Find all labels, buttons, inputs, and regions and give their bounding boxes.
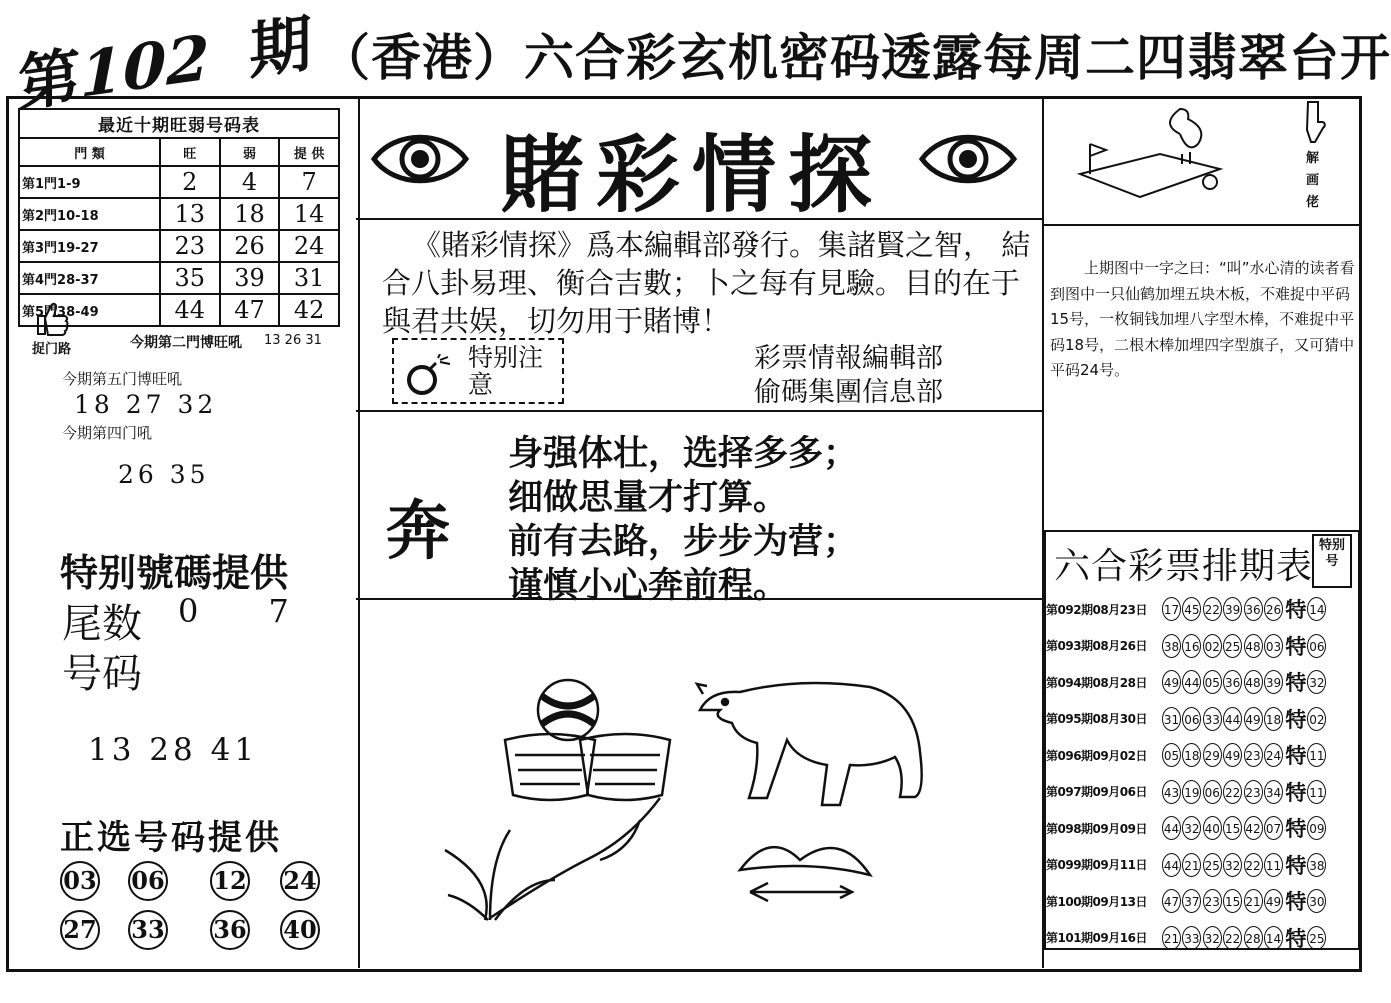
schedule-title: 六合彩票排期表 bbox=[1054, 546, 1314, 587]
schedule-row bbox=[1046, 923, 1362, 953]
schedule-row-label: 第093期08月26日 bbox=[1046, 639, 1147, 653]
pick-ball: 03 bbox=[60, 861, 100, 901]
schedule-row bbox=[1046, 594, 1362, 624]
pick-ball: 06 bbox=[128, 861, 168, 901]
special-marker: 特 bbox=[1285, 890, 1307, 914]
draw-ball: 06 bbox=[1203, 780, 1222, 804]
draw-ball: 33 bbox=[1182, 926, 1201, 950]
pointing-hand-icon bbox=[1302, 100, 1328, 144]
draw-ball: 37 bbox=[1182, 889, 1201, 913]
special-heading: 特别號碼提供 bbox=[60, 551, 289, 595]
special-ball: 11 bbox=[1307, 780, 1326, 804]
draw-ball: 40 bbox=[1203, 816, 1222, 840]
bomb-icon bbox=[402, 354, 452, 398]
thumb-label: 捉门路 bbox=[32, 342, 72, 357]
draw-ball: 07 bbox=[1264, 816, 1283, 840]
table-row bbox=[19, 230, 339, 262]
draw-ball: 23 bbox=[1244, 743, 1263, 767]
draw-ball: 38 bbox=[1162, 634, 1181, 658]
draw-ball: 36 bbox=[1223, 670, 1242, 694]
draw-ball: 21 bbox=[1244, 889, 1263, 913]
special-numbers: 13 28 41 bbox=[88, 732, 259, 768]
draw-ball: 22 bbox=[1223, 780, 1242, 804]
history-table bbox=[18, 108, 340, 327]
pick-ball: 36 bbox=[210, 910, 250, 950]
cell-value: 13 bbox=[160, 198, 220, 230]
poem-line: 身强体壮，选择多多； bbox=[508, 434, 859, 474]
cell-value: 7 bbox=[279, 166, 339, 198]
draw-ball: 23 bbox=[1244, 780, 1263, 804]
draw-ball: 11 bbox=[1264, 853, 1283, 877]
col-header: 弱 bbox=[220, 138, 280, 166]
draw-ball: 43 bbox=[1162, 780, 1181, 804]
notice-text: 特别注意 bbox=[468, 343, 544, 399]
special-marker: 特 bbox=[1285, 780, 1307, 805]
draw-ball: 33 bbox=[1203, 707, 1222, 731]
draw-ball: 44 bbox=[1182, 670, 1201, 694]
divider bbox=[1042, 224, 1362, 226]
dept-name: 偷碼集團信息部 bbox=[754, 377, 943, 408]
dept-name: 彩票情報編輯部 bbox=[754, 343, 943, 374]
cell-value: 2 bbox=[160, 166, 220, 198]
draw-ball: 32 bbox=[1203, 926, 1222, 950]
draw-ball: 42 bbox=[1244, 816, 1263, 840]
special-ball: 25 bbox=[1307, 926, 1326, 950]
table-row bbox=[19, 198, 339, 230]
special-marker: 特 bbox=[1285, 634, 1307, 659]
divider bbox=[356, 410, 1042, 412]
masthead-title: 賭彩情探 bbox=[500, 125, 885, 224]
poem-line: 谨慎小心奔前程。 bbox=[508, 566, 789, 606]
special-ball: 11 bbox=[1307, 743, 1326, 767]
special-ball: 09 bbox=[1307, 816, 1326, 840]
special-marker: 特 bbox=[1285, 598, 1307, 622]
draw-ball: 03 bbox=[1264, 634, 1283, 658]
draw-ball: 44 bbox=[1223, 707, 1242, 731]
cell-value: 44 bbox=[160, 294, 220, 326]
schedule-row bbox=[1046, 813, 1362, 843]
cell-value: 42 bbox=[279, 294, 339, 326]
draw-ball: 34 bbox=[1264, 780, 1283, 804]
schedule-row bbox=[1046, 667, 1362, 697]
pick-ball: 40 bbox=[280, 910, 320, 950]
keyword-char: 奔 bbox=[386, 494, 450, 569]
draw-ball: 25 bbox=[1223, 634, 1242, 658]
draw-ball: 28 bbox=[1244, 926, 1263, 950]
issue-prefix: 第 bbox=[18, 38, 81, 121]
col-header: 門 類 bbox=[19, 138, 160, 166]
draw-ball: 44 bbox=[1162, 853, 1181, 877]
draw-ball: 32 bbox=[1182, 816, 1201, 840]
special-marker: 特 bbox=[1285, 744, 1307, 768]
special-ball: 14 bbox=[1307, 597, 1326, 621]
special-ball: 02 bbox=[1307, 707, 1326, 731]
eye-icon bbox=[370, 128, 470, 190]
schedule-row-label: 第101期09月16日 bbox=[1046, 931, 1147, 945]
special-ball: 06 bbox=[1307, 634, 1326, 658]
draw-ball: 36 bbox=[1244, 597, 1263, 621]
schedule-row bbox=[1046, 886, 1362, 916]
draw-ball: 29 bbox=[1203, 743, 1222, 767]
cell-value: 47 bbox=[220, 294, 280, 326]
schedule-row-label: 第099期09月11日 bbox=[1046, 858, 1147, 872]
special-marker: 特 bbox=[1285, 707, 1307, 732]
door2-nums: 13 26 31 bbox=[264, 333, 322, 348]
pick-ball: 27 bbox=[60, 910, 100, 950]
cell-value: 39 bbox=[220, 262, 280, 294]
col-header: 提 供 bbox=[279, 138, 339, 166]
draw-ball: 49 bbox=[1223, 743, 1242, 767]
special-marker: 特 bbox=[1285, 926, 1307, 951]
draw-ball: 26 bbox=[1264, 597, 1283, 621]
table-row bbox=[19, 166, 339, 198]
cell-value: 14 bbox=[279, 198, 339, 230]
issue-no: 102 bbox=[80, 20, 210, 112]
schedule-row-label: 第096期09月02日 bbox=[1046, 748, 1147, 763]
draw-ball: 31 bbox=[1162, 707, 1181, 731]
cell-value: 35 bbox=[160, 262, 220, 294]
draw-ball: 21 bbox=[1162, 926, 1181, 950]
special-marker: 特 bbox=[1285, 671, 1307, 695]
schedule-row bbox=[1046, 704, 1362, 734]
draw-ball: 15 bbox=[1223, 816, 1242, 840]
draw-ball: 19 bbox=[1182, 780, 1201, 804]
row-label: 第3門19-27 bbox=[19, 230, 160, 262]
poem-line: 前有去路，步步为营； bbox=[508, 522, 859, 562]
draw-ball: 25 bbox=[1203, 853, 1222, 877]
schedule-row bbox=[1046, 631, 1362, 661]
cell-value: 24 bbox=[279, 230, 339, 262]
crane-puzzle-illustration bbox=[1070, 104, 1230, 214]
draw-ball: 49 bbox=[1264, 889, 1283, 913]
schedule-row-label: 第094期08月28日 bbox=[1046, 675, 1147, 690]
draw-ball: 21 bbox=[1182, 853, 1201, 877]
cell-value: 18 bbox=[220, 198, 280, 230]
draw-ball: 02 bbox=[1203, 634, 1222, 658]
special-ball: 30 bbox=[1307, 889, 1326, 913]
draw-ball: 05 bbox=[1162, 743, 1181, 767]
draw-ball: 06 bbox=[1182, 707, 1201, 731]
history-caption: 最近十期旺弱号码表 bbox=[19, 109, 339, 138]
cell-value: 23 bbox=[160, 230, 220, 262]
schedule-row bbox=[1046, 850, 1362, 880]
row-label: 第2門10-18 bbox=[19, 198, 160, 230]
draw-ball: 48 bbox=[1244, 670, 1263, 694]
draw-ball: 14 bbox=[1264, 926, 1283, 950]
number-label: 号码 bbox=[62, 651, 142, 697]
poem bbox=[508, 432, 858, 608]
draw-ball: 24 bbox=[1264, 743, 1283, 767]
cell-value: 26 bbox=[220, 230, 280, 262]
door5-nums: 18 27 32 bbox=[74, 390, 218, 419]
draw-ball: 49 bbox=[1162, 670, 1181, 694]
row-label: 第5門38-49 bbox=[19, 294, 160, 326]
schedule-row-label: 第098期09月09日 bbox=[1046, 821, 1147, 836]
special-ball: 38 bbox=[1307, 853, 1326, 877]
schedule-row bbox=[1046, 740, 1362, 770]
draw-ball: 48 bbox=[1244, 634, 1263, 658]
draw-ball: 32 bbox=[1223, 853, 1242, 877]
draw-ball: 18 bbox=[1264, 707, 1283, 731]
intro-text: 《賭彩情探》爲本編輯部發行。集諸賢之智， 結合八卦易理、衡合吉數；卜之每有見驗。目的在于與君共娱，切勿用于賭博！ bbox=[382, 228, 1031, 338]
draw-ball: 39 bbox=[1264, 670, 1283, 694]
special-marker: 特 bbox=[1285, 817, 1307, 841]
notice-box bbox=[392, 338, 564, 404]
page-header bbox=[0, 0, 1391, 121]
draw-ball: 39 bbox=[1223, 597, 1242, 621]
schedule-row-label: 第100期09月13日 bbox=[1046, 894, 1147, 909]
schedule-row bbox=[1046, 777, 1362, 807]
door5-label: 今期第五门博旺吼 bbox=[62, 370, 183, 388]
row-label: 第1門1-9 bbox=[19, 166, 160, 198]
picks-heading: 正选号码提供 bbox=[60, 818, 282, 858]
side-label: 解画佬 bbox=[1306, 151, 1320, 210]
schedule-row-label: 第095期08月30日 bbox=[1046, 712, 1147, 726]
special-marker: 特 bbox=[1285, 853, 1307, 878]
pick-ball: 33 bbox=[128, 910, 168, 950]
page-title: （香港）六合彩玄机密码透露每周二四翡翠台开 bbox=[320, 28, 1391, 87]
draw-ball: 17 bbox=[1162, 597, 1181, 621]
draw-ball: 05 bbox=[1203, 670, 1222, 694]
draw-ball: 44 bbox=[1162, 816, 1181, 840]
tail-label: 尾数 bbox=[62, 601, 142, 647]
draw-ball: 22 bbox=[1244, 853, 1263, 877]
draw-ball: 18 bbox=[1182, 743, 1201, 767]
poem-line: 细做思量才打算。 bbox=[508, 478, 789, 518]
pick-ball: 24 bbox=[280, 861, 320, 901]
issue-suffix: 期 bbox=[249, 6, 312, 89]
pick-ball: 12 bbox=[210, 861, 250, 901]
draw-ball: 22 bbox=[1223, 926, 1242, 950]
door4-nums: 26 35 bbox=[118, 460, 210, 489]
schedule-row-label: 第092期08月23日 bbox=[1046, 602, 1147, 617]
cell-value: 4 bbox=[220, 166, 280, 198]
special-ball: 32 bbox=[1307, 670, 1326, 694]
schedule-row-label: 第097期09月06日 bbox=[1046, 785, 1147, 799]
door2-label: 今期第二門博旺吼 bbox=[130, 335, 242, 351]
tail-value: 0 7 bbox=[178, 592, 319, 630]
row-label: 第4門28-37 bbox=[19, 262, 160, 294]
door4-label: 今期第四门吼 bbox=[62, 424, 153, 442]
draw-ball: 23 bbox=[1203, 889, 1222, 913]
draw-ball: 16 bbox=[1182, 634, 1201, 658]
draw-ball: 45 bbox=[1182, 597, 1201, 621]
puzzle-answer: 上期图中一字之曰：“叫”水心清的读者看到图中一只仙鹤加埋五块木板，不难捉中平码15号，一枚铜钱加埋八字型木棒，不难捉中平码18号，二根木棒加埋四字型旗子，又可猜中平码24号。 bbox=[1050, 259, 1355, 379]
col-header: 旺 bbox=[160, 138, 220, 166]
eye-icon bbox=[918, 128, 1018, 190]
puzzle-illustration bbox=[440, 660, 960, 930]
table-row bbox=[19, 262, 339, 294]
cell-value: 31 bbox=[279, 262, 339, 294]
draw-ball: 47 bbox=[1162, 889, 1181, 913]
draw-ball: 22 bbox=[1203, 597, 1222, 621]
draw-ball: 15 bbox=[1223, 889, 1242, 913]
thumbs-up-icon bbox=[30, 298, 70, 338]
special-label: 特别号 bbox=[1312, 534, 1352, 588]
draw-ball: 49 bbox=[1244, 707, 1263, 731]
